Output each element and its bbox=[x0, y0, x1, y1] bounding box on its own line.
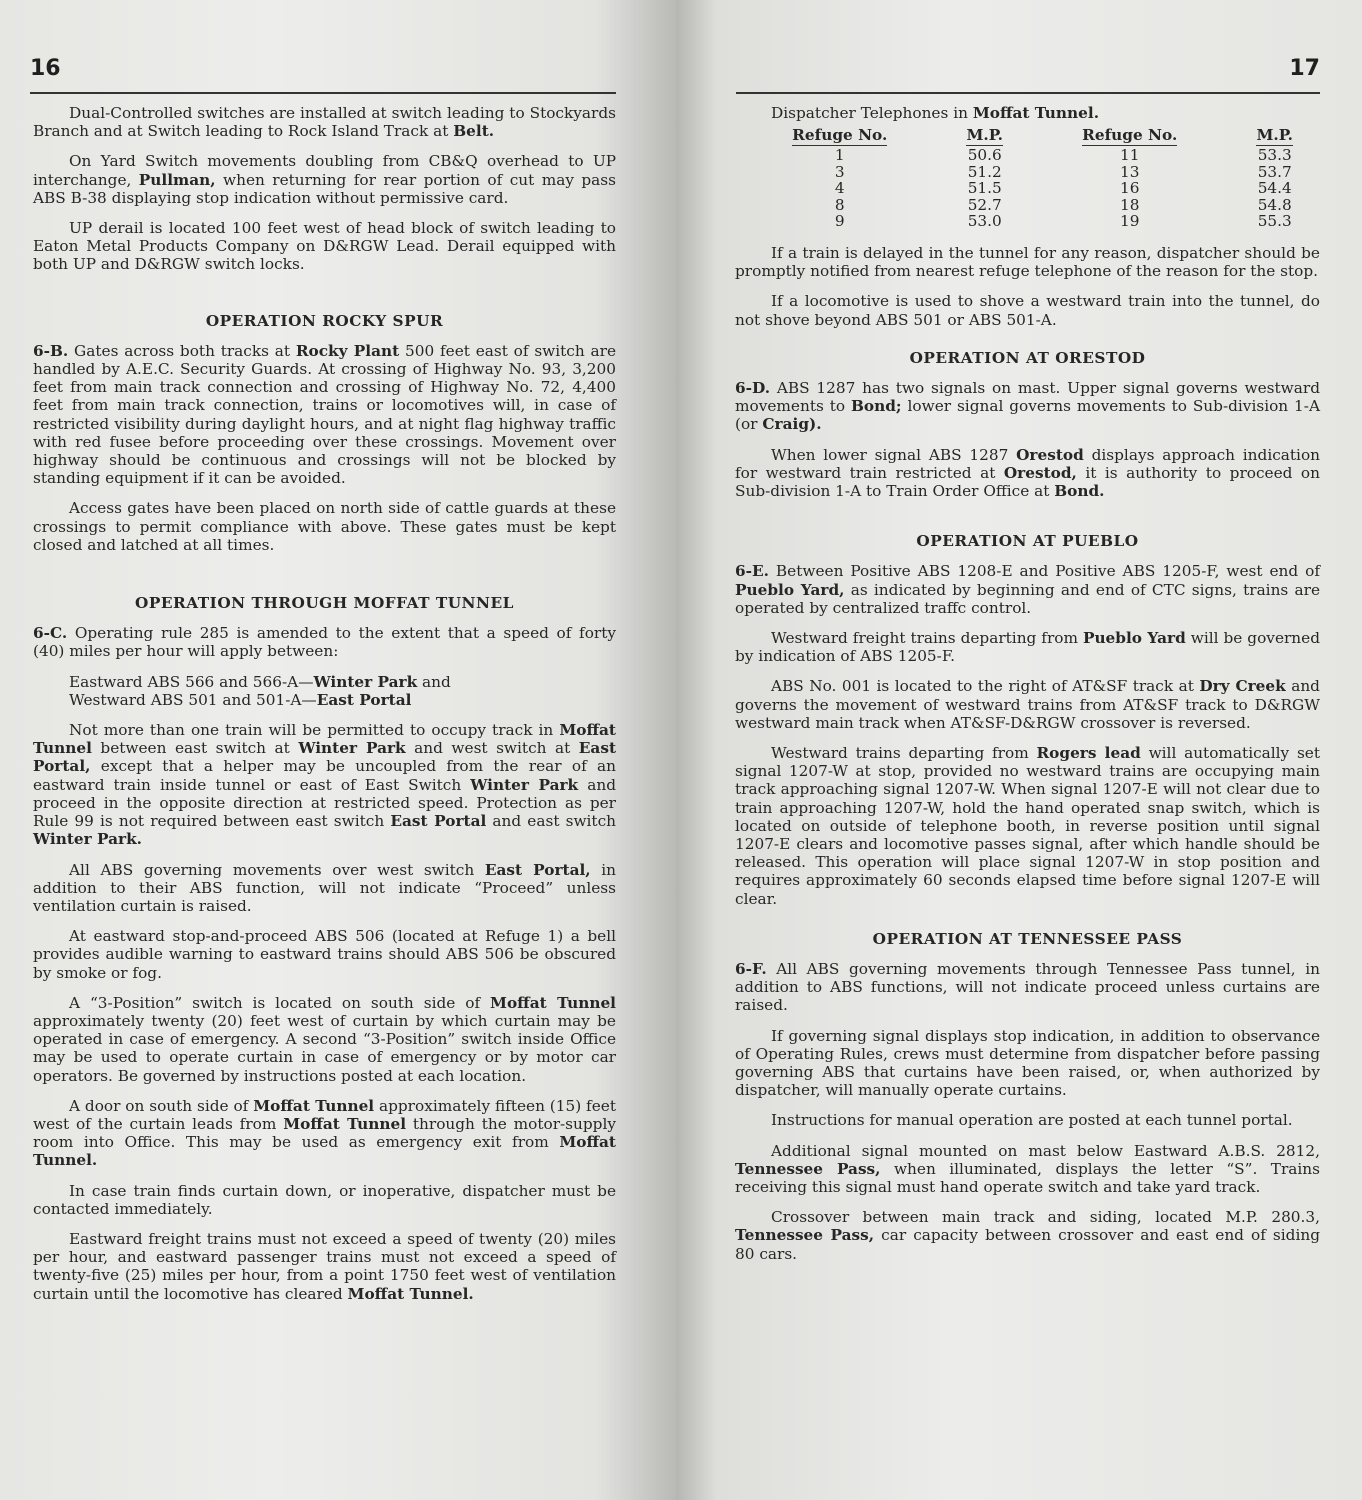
section-heading: OPERATION AT ORESTOD bbox=[909, 348, 1146, 367]
section-heading: OPERATION THROUGH MOFFAT TUNNEL bbox=[135, 594, 514, 613]
refuge-telephone-table bbox=[735, 126, 1315, 230]
mile-post-cell: 51.2 bbox=[967, 162, 1002, 181]
section-heading: OPERATION AT PUEBLO bbox=[916, 532, 1139, 551]
refuge-number-cell: 19 bbox=[1120, 212, 1140, 231]
refuge-number-cell: 9 bbox=[834, 212, 845, 231]
paragraph: UP derail is located 100 feet west of head block of switch leading to Eaton Metal Products Company on D&RGW Lead. Derail equipped with both UP and D&RGW switch locks. bbox=[33, 219, 616, 274]
section-body bbox=[33, 342, 616, 554]
section-body bbox=[735, 562, 1320, 907]
table-caption bbox=[735, 104, 1320, 122]
paragraph: Crossover between main track and siding, located M.P. 280.3, Tennessee Pass, car capacity between crossover and east end of siding 80 cars. bbox=[735, 1208, 1320, 1263]
refuge-number-cell: 3 bbox=[834, 162, 845, 181]
refuge-number-cell: 18 bbox=[1120, 195, 1140, 214]
section-heading: OPERATION ROCKY SPUR bbox=[205, 311, 444, 330]
left-page bbox=[0, 0, 676, 1500]
mile-post-cell: 52.7 bbox=[967, 195, 1002, 214]
page-number: 16 bbox=[30, 56, 61, 81]
header-rule bbox=[30, 92, 616, 94]
section-body bbox=[33, 721, 616, 1303]
page-number: 17 bbox=[1289, 56, 1320, 81]
header-rule bbox=[736, 92, 1320, 94]
paragraph: Not more than one train will be permitted to occupy track in Moffat Tunnel between east switch at Winter Park and west switch at East Portal, except that a helper may be uncoupled from the rear of an eastward train inside tunnel or east of East Switch Winter Park and proceed in the opposite direction at restricted speed. Protection as per Rule 99 is not required between east switch East Portal and east switch Winter Park. bbox=[33, 721, 617, 849]
table-row bbox=[735, 147, 1315, 164]
paragraph: Dispatcher Telephones in Moffat Tunnel. bbox=[771, 104, 1100, 122]
paragraph: On Yard Switch movements doubling from CB&Q overhead to UP interchange, Pullman, when returning for rear portion of cut may pass ABS B-38 displaying stop indication without permissive card. bbox=[33, 152, 617, 207]
refuge-number-cell: 1 bbox=[834, 146, 845, 165]
paragraph: Instructions for manual operation are posted at each tunnel portal. bbox=[771, 1111, 1293, 1130]
route-line: Westward ABS 501 and 501-A—East Portal bbox=[69, 690, 412, 709]
paragraph: 6-C. Operating rule 285 is amended to the extent that a speed of forty (40) miles per hour will apply between: bbox=[33, 624, 616, 661]
paragraph: Westward freight trains departing from Pueblo Yard will be governed by indication of ABS 1205-F. bbox=[735, 628, 1321, 666]
refuge-number-cell: 4 bbox=[834, 179, 845, 198]
section-body bbox=[735, 960, 1320, 1263]
section-lead bbox=[33, 624, 616, 660]
paragraph: A door on south side of Moffat Tunnel approximately fifteen (15) feet west of the curtain leads from Moffat Tunnel through the motor-supply room into Office. This may be used as emergency exit from Moffat Tunnel. bbox=[33, 1096, 616, 1170]
paragraph: Additional signal mounted on mast below Eastward A.B.S. 2812, Tennessee Pass, when illuminated, displays the letter “S”. Trains receiving this signal must hand operate switch and take yard track. bbox=[735, 1141, 1320, 1197]
paragraph: 6-F. All ABS governing movements through Tennessee Pass tunnel, in addition to ABS functions, will not indicate proceed unless curtains are raised. bbox=[735, 960, 1320, 1015]
mile-post-cell: 53.7 bbox=[1257, 162, 1292, 181]
column-header: Refuge No. bbox=[1082, 126, 1178, 145]
section-heading: OPERATION AT TENNESSEE PASS bbox=[872, 929, 1183, 948]
paragraph: Access gates have been placed on north side of cattle guards at these crossings to permit compliance with above. These gates must be kept closed and latched at all times. bbox=[33, 499, 616, 554]
paragraph: Eastward freight trains must not exceed a speed of twenty (20) miles per hour, and eastward passenger trains must not exceed a speed of twenty-five (25) miles per hour, from a point 1750 feet west of ventilation curtain until the locomotive has cleared Moffat Tunnel. bbox=[33, 1229, 616, 1303]
left-column bbox=[33, 104, 616, 1315]
route-line: Eastward ABS 566 and 566-A—Winter Park and bbox=[69, 672, 451, 691]
column-header: Refuge No. bbox=[792, 126, 888, 145]
column-header: M.P. bbox=[1256, 126, 1294, 145]
paragraph: When lower signal ABS 1287 Orestod displays approach indication for westward train restricted at Orestod, it is authority to proceed on Sub-division 1-A to Train Order Office at Bond. bbox=[735, 445, 1321, 500]
speed-limit-route bbox=[69, 673, 616, 709]
refuge-number-cell: 13 bbox=[1120, 162, 1140, 181]
refuge-number-cell: 11 bbox=[1120, 146, 1140, 165]
tunnel-notes bbox=[735, 244, 1320, 329]
table-row bbox=[735, 164, 1315, 181]
mile-post-cell: 50.6 bbox=[967, 146, 1002, 165]
table-body bbox=[735, 147, 1315, 230]
table-header-row bbox=[735, 126, 1315, 147]
right-page bbox=[676, 0, 1362, 1500]
mile-post-cell: 51.5 bbox=[967, 179, 1002, 198]
table-row bbox=[735, 197, 1315, 214]
paragraph: In case train finds curtain down, or inoperative, dispatcher must be contacted immediately. bbox=[33, 1181, 616, 1218]
refuge-number-cell: 8 bbox=[834, 195, 845, 214]
mile-post-cell: 53.0 bbox=[967, 212, 1002, 231]
paragraph: Westward trains departing from Rogers lead will automatically set signal 1207-W at stop, provided no westward trains are occupying main track approaching signal 1207-W. When signal 1207-E will not clear due to train approaching 1207-W, hold the hand operated snap switch, which is located on outside of telephone booth, in reverse position until signal 1207-E clears and locomotive passes signal, after which handle should be released. This operation will place signal 1207-W in stop position and requires approximately 60 seconds elapsed time before signal 1207-E will clear. bbox=[735, 743, 1320, 908]
right-column bbox=[735, 104, 1320, 1275]
paragraph: 6-B. Gates across both tracks at Rocky Plant 500 feet east of switch are handled by A.E.C. Security Guards. At crossing of Highway No. 93, 3,200 feet from main track connection and crossing of Highway No. 72, 4,400 feet from main track connection, trains or locomotives will, in case of restricted visibility during daylight hours, and at night flag highway traffic with red fusee before proceeding over these crossings. Movement over highway should be continuous and crossings will not be blocked by standing equipment if it can be avoided. bbox=[33, 341, 616, 488]
refuge-number-cell: 16 bbox=[1120, 179, 1140, 198]
paragraph: ABS No. 001 is located to the right of AT&SF track at Dry Creek and governs the movement of westward trains from AT&SF track to D&RGW westward main track when AT&SF-D&RGW crossover is reversed. bbox=[735, 677, 1320, 732]
section-body bbox=[735, 379, 1320, 500]
paragraph: 6-D. ABS 1287 has two signals on mast. Upper signal governs westward movements to Bond; lower signal governs movements to Sub-division 1-A (or Craig). bbox=[735, 378, 1320, 434]
paragraph: 6-E. Between Positive ABS 1208-E and Positive ABS 1205-F, west end of Pueblo Yard, as indicated by beginning and end of CTC signs, trains are operated by centralized traffc control. bbox=[735, 562, 1320, 617]
paragraph: A “3-Position” switch is located on south side of Moffat Tunnel approximately twenty (20) feet west of curtain by which curtain may be operated in case of emergency. A second “3-Position” switch inside Office may be used to operate curtain in case of emergency or by motor car operators. Be governed by instructions posted at each location. bbox=[33, 993, 616, 1085]
column-header: M.P. bbox=[966, 126, 1004, 145]
paragraph: If a locomotive is used to shove a westward train into the tunnel, do not shove beyond ABS 501 or ABS 501-A. bbox=[735, 292, 1320, 329]
mile-post-cell: 55.3 bbox=[1257, 212, 1292, 231]
paragraph: All ABS governing movements over west switch East Portal, in addition to their ABS function, will not indicate “Proceed” unless ventilation curtain is raised. bbox=[33, 860, 616, 915]
mile-post-cell: 54.8 bbox=[1257, 195, 1292, 214]
paragraph: At eastward stop-and-proceed ABS 506 (located at Refuge 1) a bell provides audible warning to eastward trains should ABS 506 be obscured by smoke or fog. bbox=[33, 927, 616, 982]
intro-paragraphs bbox=[33, 104, 616, 274]
paragraph: Dual-Controlled switches are installed at switch leading to Stockyards Branch and at Switch leading to Rock Island Track at Belt. bbox=[33, 104, 616, 141]
paragraph: If governing signal displays stop indication, in addition to observance of Operating Rules, crews must determine from dispatcher before passing governing ABS that curtains have been raised, or, when authorized by dispatcher, will manually operate curtains. bbox=[735, 1026, 1320, 1100]
mile-post-cell: 54.4 bbox=[1257, 179, 1292, 198]
table-row bbox=[735, 180, 1315, 197]
table-row bbox=[735, 213, 1315, 230]
mile-post-cell: 53.3 bbox=[1257, 146, 1292, 165]
paragraph: If a train is delayed in the tunnel for any reason, dispatcher should be promptly notified from nearest refuge telephone of the reason for the stop. bbox=[735, 243, 1320, 281]
